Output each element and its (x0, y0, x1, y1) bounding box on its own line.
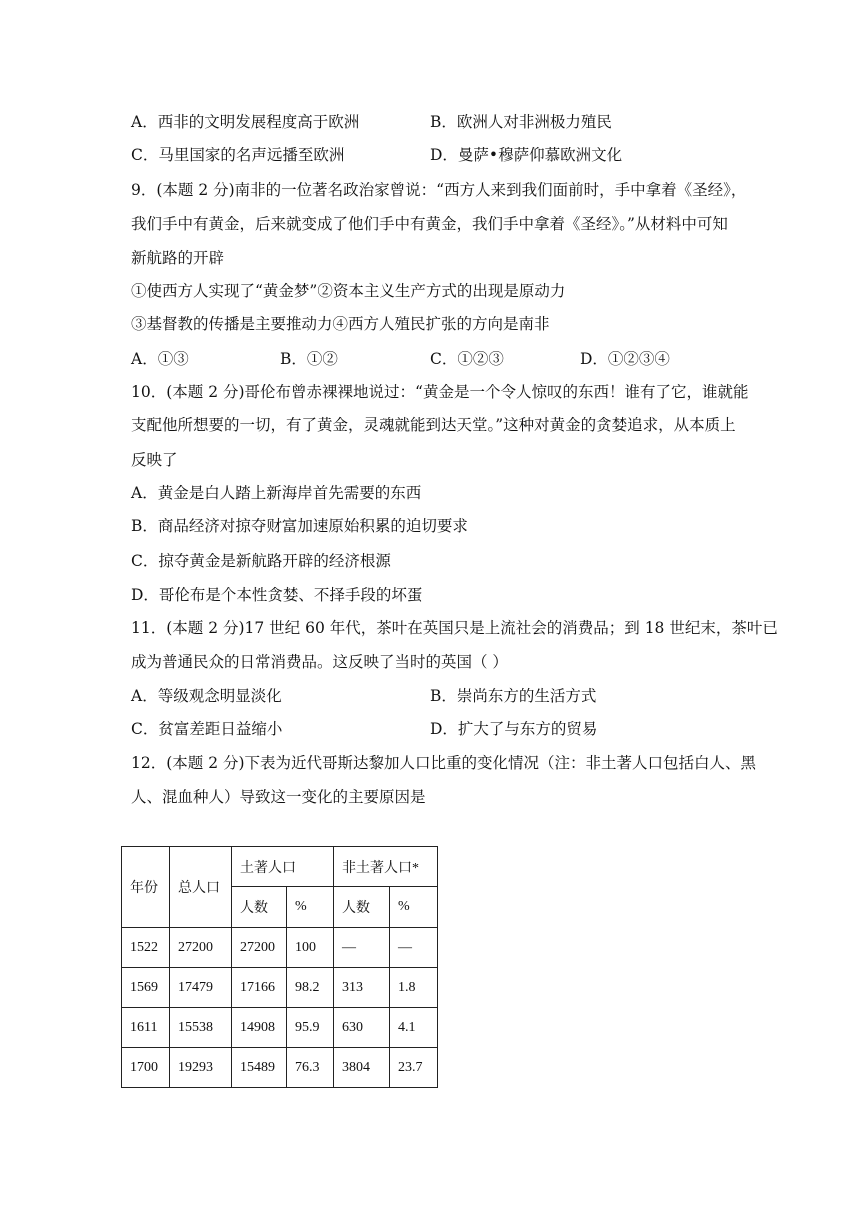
cell-non-native-percent: 4.1 (390, 1008, 438, 1048)
q12-stem-line-1: 12．(本题 2 分)下表为近代哥斯达黎加人口比重的变化情况（注：非土著人口包括白人、黑 (131, 754, 757, 772)
table-row (122, 928, 438, 968)
q9-statement-1: ①使西方人实现了“黄金梦”②资本主义生产方式的出现是原动力 (131, 282, 566, 300)
q10-stem-line-1: 10．(本题 2 分)哥伦布曾赤裸裸地说过：“黄金是一个令人惊叹的东西！谁有了它，谁就能 (131, 383, 749, 401)
cell-native-count: 15489 (232, 1048, 287, 1088)
cell-non-native-count: 3804 (334, 1048, 390, 1088)
cell-year: 1611 (122, 1008, 170, 1048)
q10-stem-line-3: 反映了 (131, 451, 178, 469)
header-native-population: 土著人口 (232, 847, 334, 887)
q11-option-c: C．贫富差距日益缩小 (131, 720, 283, 738)
q8-option-d: D．曼萨•穆萨仰慕欧洲文化 (430, 146, 623, 164)
cell-native-percent: 76.3 (287, 1048, 334, 1088)
cell-non-native-count: 630 (334, 1008, 390, 1048)
q9-option-d: D．①②③④ (580, 350, 670, 368)
cell-year: 1522 (122, 928, 170, 968)
q10-option-b: B．商品经济对掠夺财富加速原始积累的迫切要求 (131, 517, 468, 535)
cell-native-percent: 98.2 (287, 968, 334, 1008)
q9-stem-line-3: 新航路的开辟 (131, 249, 225, 267)
cell-native-percent: 95.9 (287, 1008, 334, 1048)
cell-non-native-percent: — (390, 928, 438, 968)
q9-stem-line-1: 9．(本题 2 分)南非的一位著名政治家曾说：“西方人来到我们面前时，手中拿着《圣经》， (131, 181, 747, 199)
header-total-population: 总人口 (170, 847, 232, 928)
cell-year: 1700 (122, 1048, 170, 1088)
cell-native-count: 27200 (232, 928, 287, 968)
header-non-native-percent: % (390, 887, 438, 928)
table-row (122, 1048, 438, 1088)
q10-option-a: A．黄金是白人踏上新海岸首先需要的东西 (131, 484, 422, 502)
cell-native-count: 17166 (232, 968, 287, 1008)
population-table (121, 846, 438, 1088)
cell-total: 19293 (170, 1048, 232, 1088)
header-year: 年份 (122, 847, 170, 928)
cell-total: 15538 (170, 1008, 232, 1048)
q11-option-b: B．崇尚东方的生活方式 (430, 687, 597, 705)
header-non-native-population: 非土著人口* (334, 847, 438, 887)
q8-option-a: A．西非的文明发展程度高于欧洲 (131, 113, 360, 131)
q10-option-c: C．掠夺黄金是新航路开辟的经济根源 (131, 552, 391, 570)
q10-option-d: D．哥伦布是个本性贪婪、不择手段的坏蛋 (131, 586, 423, 604)
q9-option-c: C．①②③ (430, 350, 504, 368)
cell-total: 27200 (170, 928, 232, 968)
cell-year: 1569 (122, 968, 170, 1008)
header-native-percent: % (287, 887, 334, 928)
cell-non-native-count: 313 (334, 968, 390, 1008)
table-header-row-1 (122, 847, 438, 887)
q12-stem-line-2: 人、混血种人）导致这一变化的主要原因是 (131, 788, 426, 806)
q8-option-c: C．马里国家的名声远播至欧洲 (131, 146, 345, 164)
cell-native-percent: 100 (287, 928, 334, 968)
cell-native-count: 14908 (232, 1008, 287, 1048)
table-row (122, 1008, 438, 1048)
q9-statement-2: ③基督教的传播是主要推动力④西方人殖民扩张的方向是南非 (131, 315, 550, 333)
q9-option-b: B．①② (280, 350, 338, 368)
cell-non-native-percent: 23.7 (390, 1048, 438, 1088)
header-non-native-count: 人数 (334, 887, 390, 928)
q10-stem-line-2: 支配他所想要的一切，有了黄金，灵魂就能到达天堂。”这种对黄金的贪婪追求，从本质上 (131, 416, 736, 434)
q11-stem-line-2: 成为普通民众的日常消费品。这反映了当时的英国（ ） (131, 653, 508, 671)
q11-option-d: D．扩大了与东方的贸易 (430, 720, 598, 738)
cell-non-native-percent: 1.8 (390, 968, 438, 1008)
cell-total: 17479 (170, 968, 232, 1008)
table-row (122, 968, 438, 1008)
q11-option-a: A．等级观念明显淡化 (131, 687, 282, 705)
cell-non-native-count: — (334, 928, 390, 968)
q9-stem-line-2: 我们手中有黄金，后来就变成了他们手中有黄金，我们手中拿着《圣经》。”从材料中可知 (131, 215, 728, 233)
q11-stem-line-1: 11．(本题 2 分)17 世纪 60 年代，茶叶在英国只是上流社会的消费品；到 18 世纪末，茶叶已 (131, 619, 778, 637)
q9-option-a: A．①③ (131, 350, 189, 368)
header-native-count: 人数 (232, 887, 287, 928)
q8-option-b: B．欧洲人对非洲极力殖民 (430, 113, 612, 131)
